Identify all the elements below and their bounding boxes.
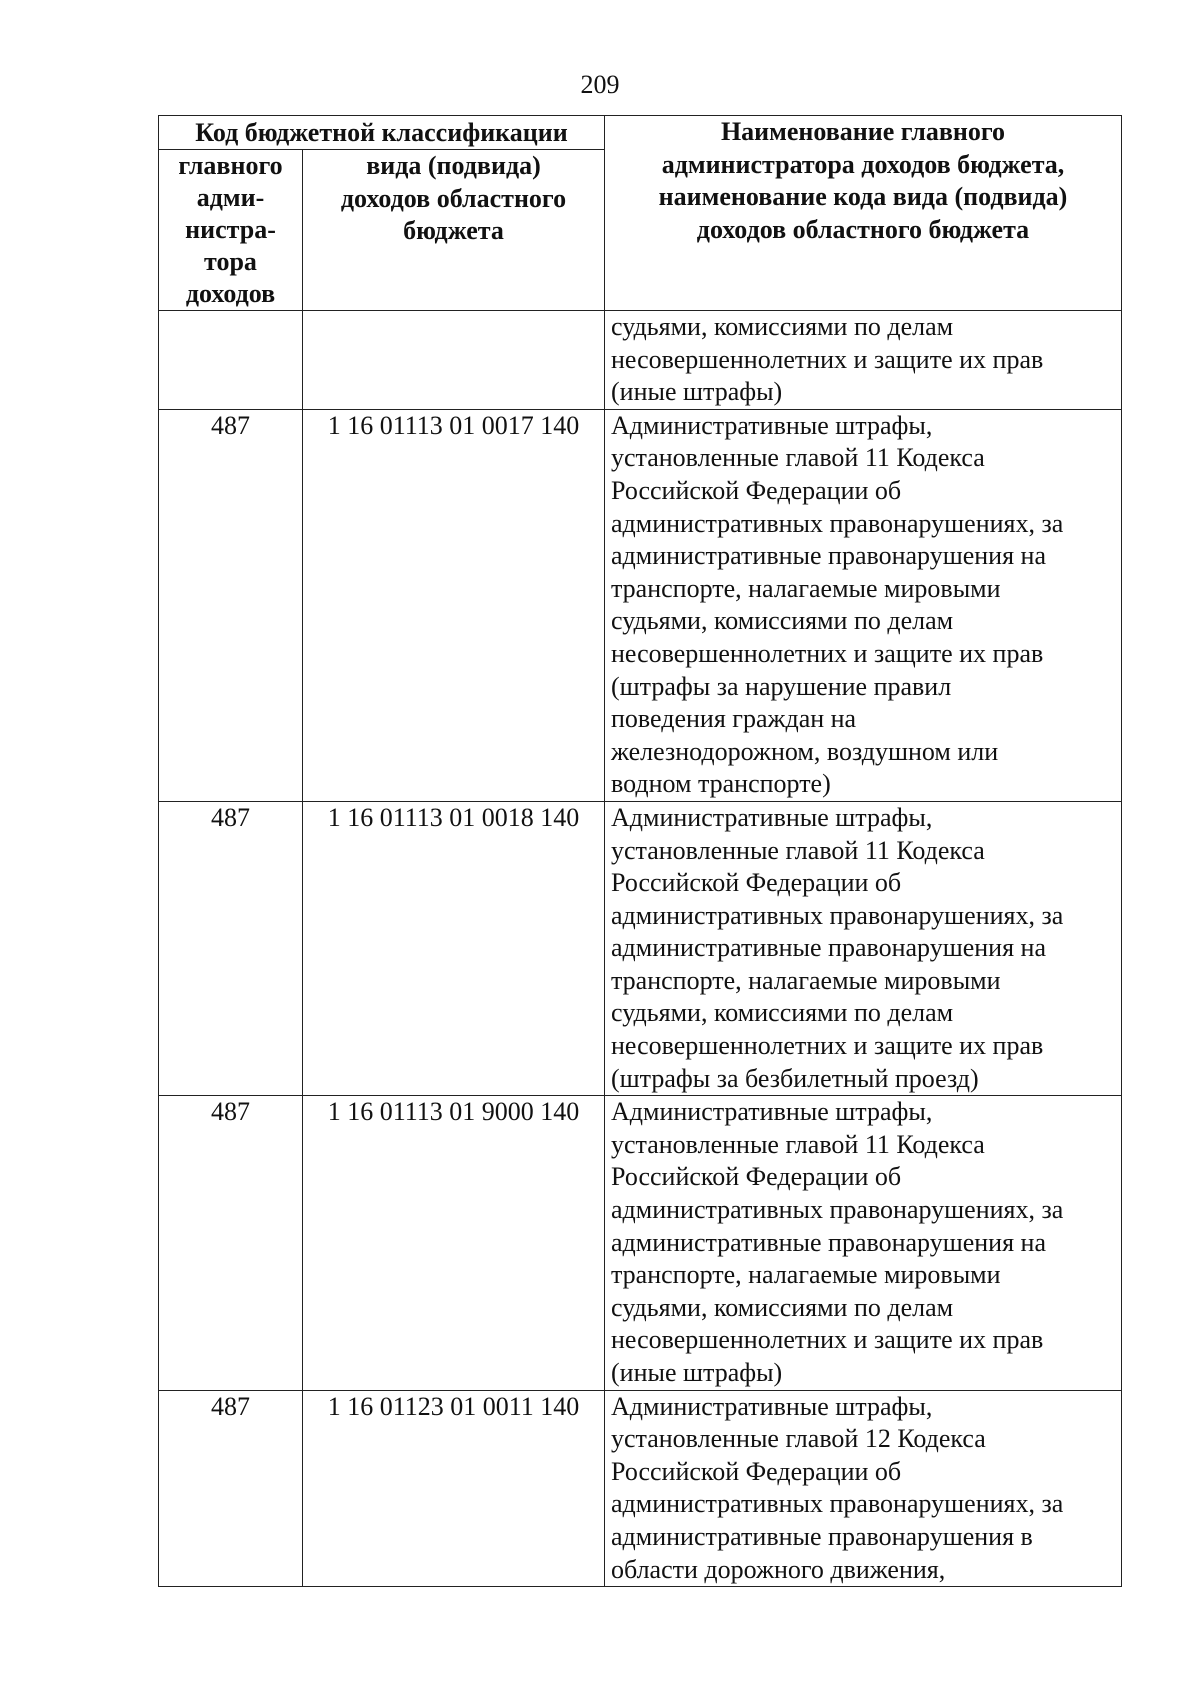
- income-name-line: транспорте, налагаемые мировыми: [611, 1260, 1001, 1290]
- income-name-line: Административные штрафы,: [611, 1097, 933, 1127]
- income-name-line: области дорожного движения,: [611, 1554, 946, 1584]
- income-name-line: несовершеннолетних и защите их прав: [611, 1325, 1044, 1355]
- income-name-line: административные правонарушения на: [611, 541, 1046, 571]
- table-row: [159, 1096, 1122, 1390]
- income-name-line: (штрафы за безбилетный проезд): [611, 1063, 979, 1093]
- income-name-line: административных правонарушениях, за: [611, 1489, 1064, 1519]
- income-name-line: (иные штрафы): [611, 1358, 783, 1387]
- table-row: [159, 801, 1122, 1095]
- header-name-line: доходов областного бюджета: [696, 214, 1030, 244]
- income-name-line: административных правонарушениях, за: [611, 508, 1064, 538]
- header-name-line: Наименование главного: [720, 117, 1006, 146]
- header-name-line: наименование кода вида (подвида): [658, 182, 1068, 212]
- header-code-line: доходов областного: [340, 183, 567, 213]
- income-name-line: железнодорожном, воздушном или: [611, 736, 999, 766]
- header-admin-line: адми-: [196, 183, 265, 212]
- income-name-line: судьями, комиссиями по делам: [611, 1292, 954, 1322]
- admin-code-cell: [159, 311, 303, 410]
- income-type-code-cell: 1 16 01113 01 9000 140: [303, 1096, 605, 1390]
- income-name-line: транспорте, налагаемые мировыми: [611, 965, 1001, 995]
- income-name-line: Российской Федерации об: [611, 475, 902, 505]
- income-name-line: водном транспорте): [611, 769, 831, 799]
- budget-classification-table: [158, 115, 1122, 1587]
- income-name-cell: [605, 409, 1122, 801]
- income-name-line: Российской Федерации об: [611, 1456, 902, 1486]
- header-name-line: администратора доходов бюджета,: [661, 149, 1065, 179]
- income-type-code-cell: 1 16 01123 01 0011 140: [303, 1390, 605, 1587]
- income-name-line: Административные штрафы,: [611, 1391, 933, 1421]
- income-name-line: несовершеннолетних и защите их прав: [611, 638, 1044, 668]
- header-admin-line: нистра-: [185, 215, 276, 244]
- income-type-code-cell: 1 16 01113 01 0018 140: [303, 801, 605, 1095]
- income-name-line: установленные главой 12 Кодекса: [611, 1424, 986, 1454]
- income-name-line: административные правонарушения на: [611, 933, 1046, 963]
- page-number: 209: [580, 70, 620, 99]
- income-type-code-cell: 1 16 01113 01 0017 140: [303, 409, 605, 801]
- table-row: [159, 409, 1122, 801]
- income-name-line: несовершеннолетних и защите их прав: [611, 1031, 1044, 1061]
- income-name-line: административных правонарушениях, за: [611, 900, 1064, 930]
- income-name-line: установленные главой 11 Кодекса: [611, 835, 985, 865]
- income-name-cell: [605, 1390, 1122, 1587]
- admin-code-cell: 487: [159, 1096, 303, 1390]
- income-name-line: административные правонарушения в: [611, 1521, 1033, 1551]
- header-admin-line: главного: [178, 151, 283, 180]
- income-name-line: поведения граждан на: [611, 704, 857, 734]
- income-name-line: административные правонарушения на: [611, 1227, 1046, 1257]
- income-name-line: Административные штрафы,: [611, 802, 933, 832]
- income-name-line: судьями, комиссиями по делам: [611, 998, 954, 1028]
- header-admin-line: доходов: [185, 279, 276, 308]
- income-name-line: судьями, комиссиями по делам: [611, 312, 954, 341]
- income-name-line: Административные штрафы,: [611, 410, 933, 440]
- income-name-line: (иные штрафы): [611, 377, 783, 407]
- income-name-line: административных правонарушениях, за: [611, 1195, 1064, 1225]
- admin-code-cell: 487: [159, 409, 303, 801]
- income-name-line: установленные главой 11 Кодекса: [611, 443, 985, 473]
- table-body: [159, 311, 1122, 1587]
- income-name-line: установленные главой 11 Кодекса: [611, 1129, 985, 1159]
- header-admin-line: тора: [204, 247, 257, 276]
- income-name-cell: [605, 311, 1122, 410]
- income-name-line: Российской Федерации об: [611, 868, 902, 898]
- income-name-cell: [605, 801, 1122, 1095]
- income-name-line: (штрафы за нарушение правил: [611, 671, 952, 701]
- income-name-line: судьями, комиссиями по делам: [611, 606, 954, 636]
- admin-code-cell: 487: [159, 801, 303, 1095]
- income-name-line: несовершеннолетних и защите их прав: [611, 344, 1044, 374]
- header-code-column: [303, 150, 605, 311]
- table-row: [159, 1390, 1122, 1587]
- table-header: [159, 116, 1122, 311]
- income-name-line: Российской Федерации об: [611, 1162, 902, 1192]
- header-admin-column: [159, 150, 303, 311]
- income-name-cell: [605, 1096, 1122, 1390]
- header-code-line: вида (подвида): [366, 151, 541, 180]
- income-type-code-cell: [303, 311, 605, 410]
- admin-code-cell: 487: [159, 1390, 303, 1587]
- header-name-column: [605, 116, 1122, 311]
- income-name-line: транспорте, налагаемые мировыми: [611, 573, 1001, 603]
- header-code-line: бюджета: [403, 216, 504, 246]
- header-group-budget-classification-code: Код бюджетной классификации: [159, 116, 605, 150]
- table-row: [159, 311, 1122, 410]
